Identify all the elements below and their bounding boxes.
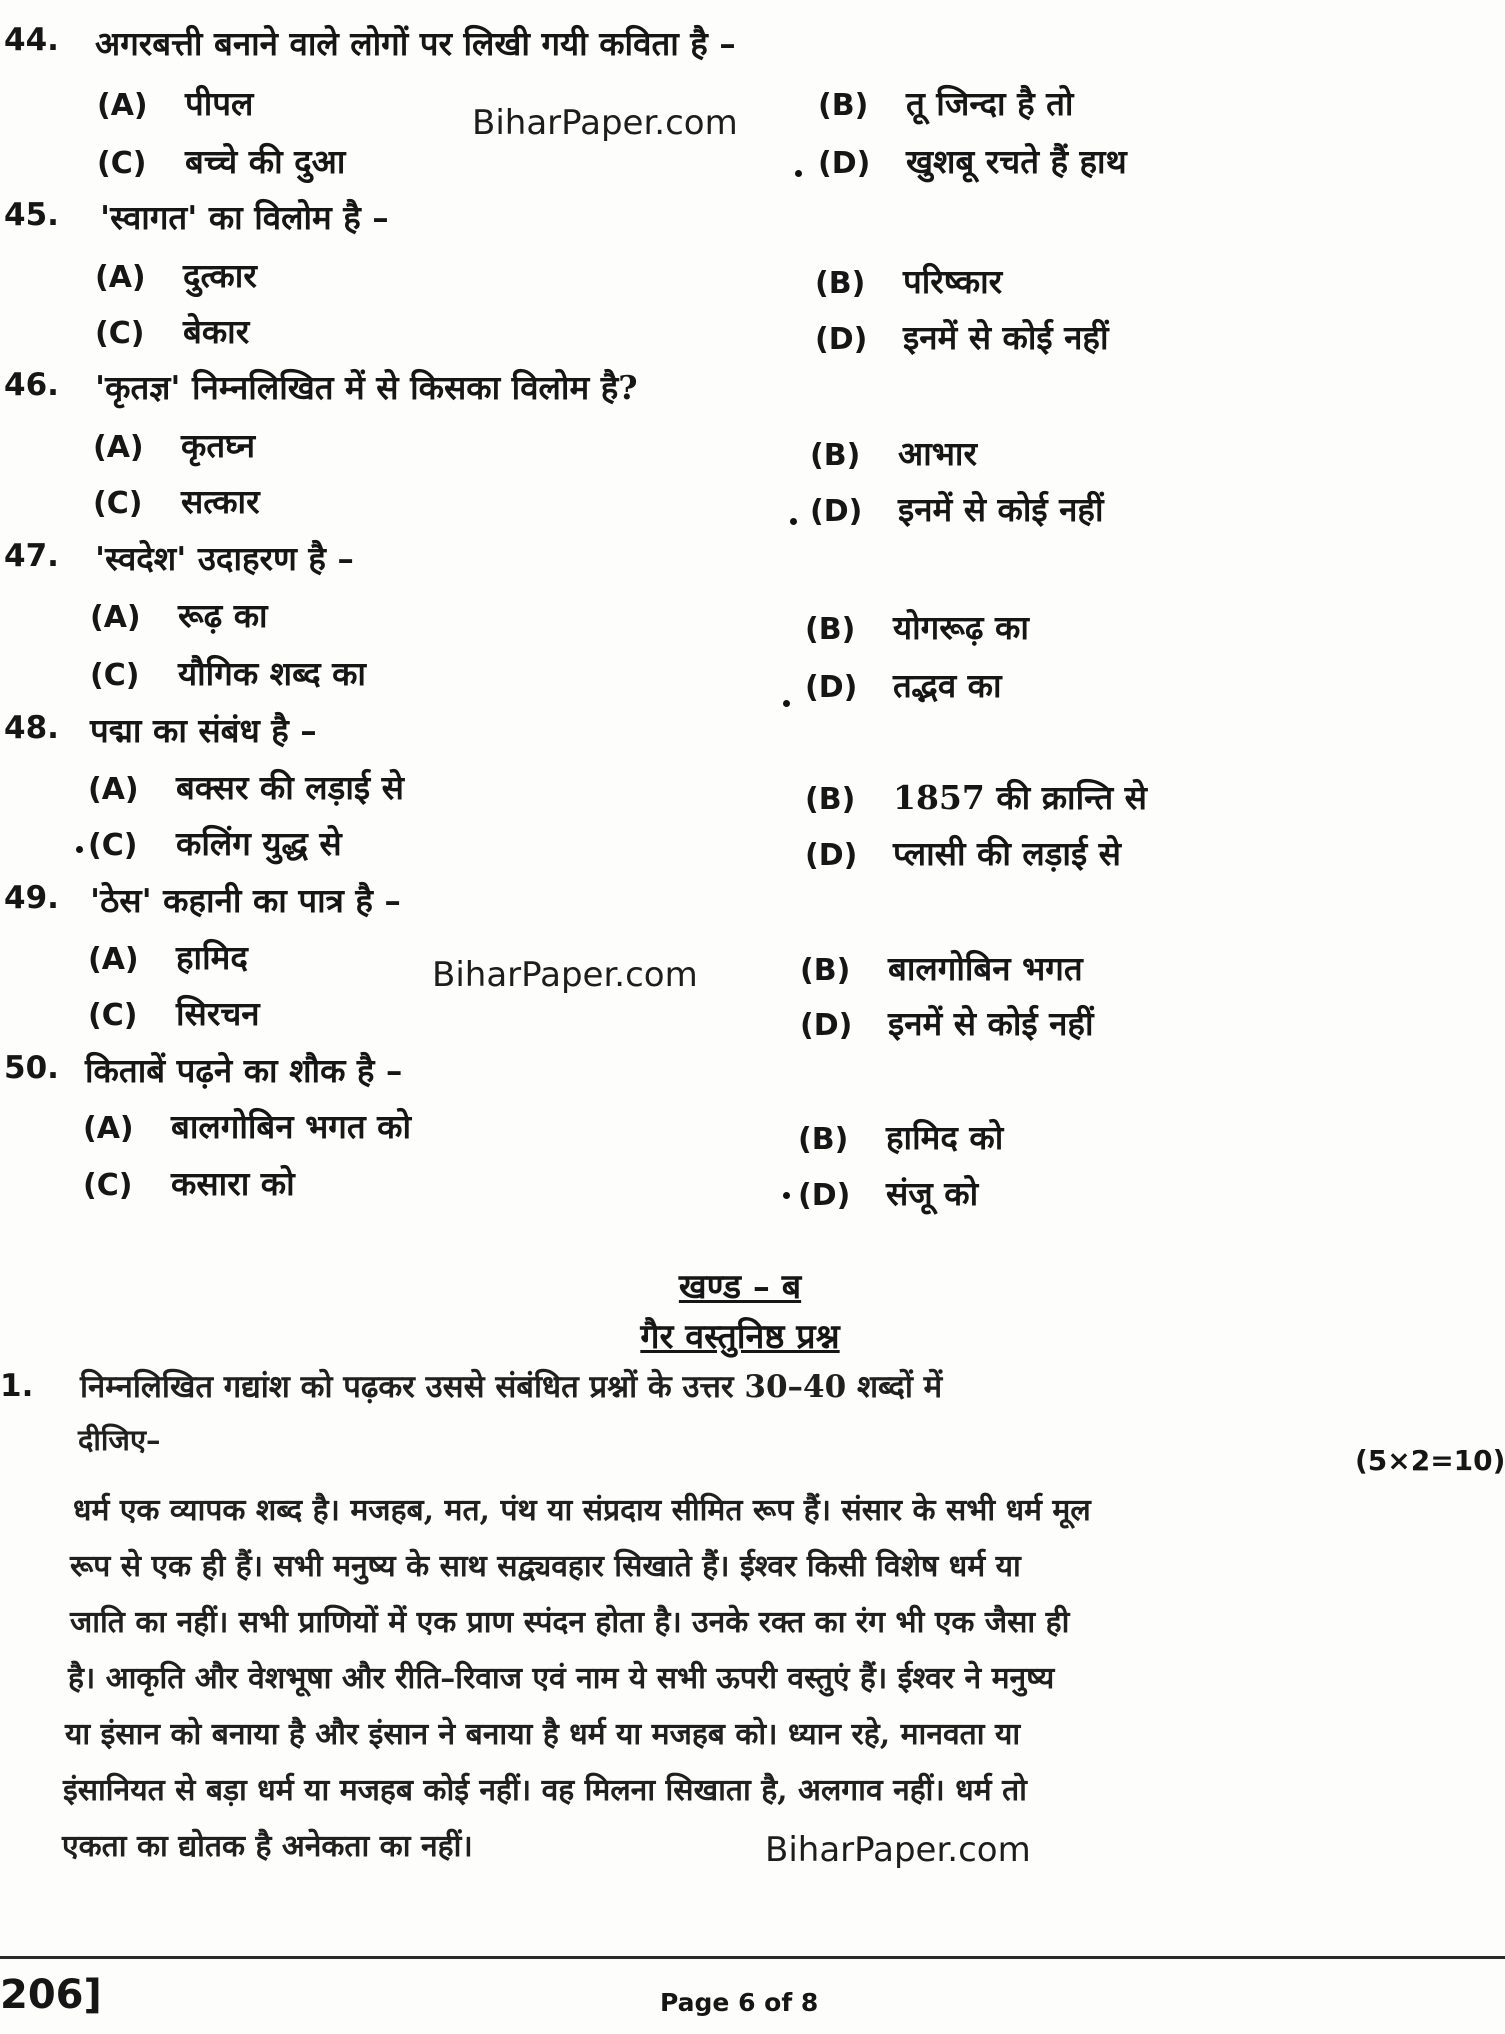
marks-allotted: (5×2=10) [1355,1444,1505,1477]
option-b: (B) परिष्कार [815,262,1003,301]
option-b: (B) तू जिन्दा है तो [818,84,1074,123]
option-d: (D) खुशबू रचते हैं हाथ [818,142,1127,181]
question-instruction: निम्नलिखित गद्यांश को पढ़कर उससे संबंधित प्रश्नों के उत्तर 30–40 शब्दों में [80,1369,943,1405]
option-c: (C) कलिंग युद्ध से [88,824,342,863]
option-b: (B) बालगोबिन भगत [800,949,1083,988]
option-d: (D) इनमें से कोई नहीं [800,1004,1094,1043]
option-a: (A) कृतघ्न [93,426,256,465]
passage-line: एकता का द्योतक है अनेकता का नहीं। [62,1829,473,1864]
question-text: 'स्वदेश' उदाहरण है – [95,539,354,578]
option-d: (D) प्लासी की लड़ाई से [805,834,1121,873]
answer-mark [783,700,790,707]
option-d: (D) संजू को [798,1174,979,1213]
question-instruction: दीजिए– [78,1423,161,1457]
watermark: BiharPaper.com [765,1830,1031,1870]
question-text: 'कृतज्ञ' निम्नलिखित में से किसका विलोम है? [95,368,638,407]
option-b: (B) हामिद को [798,1118,1004,1157]
option-d: (D) इनमें से कोई नहीं [815,318,1109,357]
question-number: 1. [0,1368,34,1404]
section-heading: खण्ड – ब [678,1267,802,1307]
passage-line: है। आकृति और वेशभूषा और रीति–रिवाज एवं नाम ये सभी ऊपरी वस्तुएं हैं। ईश्वर ने मनुष्य [68,1661,1055,1696]
question-text: अगरबत्ती बनाने वाले लोगों पर लिखी गयी कविता है – [95,24,736,63]
watermark: BiharPaper.com [432,955,698,995]
passage-line: रूप से एक ही हैं। सभी मनुष्य के साथ सद्व्यवहार सिखाते हैं। ईश्वर किसी विशेष धर्म या [70,1549,1021,1584]
paper-code: 206] [0,1972,102,2018]
option-c: (C) सत्कार [93,482,260,521]
option-b: (B) योगरूढ़ का [805,608,1029,647]
passage-line: या इंसान को बनाया है और इंसान ने बनाया है धर्म या मजहब को। ध्यान रहे, मानवता या [65,1717,1021,1752]
option-a: (A) बक्सर की लड़ाई से [88,768,404,807]
question-number: 45. [4,197,59,233]
option-a: (A) दुत्कार [95,256,257,295]
option-a: (A) पीपल [97,84,254,123]
question-number: 47. [4,538,59,574]
option-b: (B) आभार [810,434,977,473]
question-number: 50. [4,1050,59,1086]
option-a: (A) बालगोबिन भगत को [83,1107,412,1146]
passage-line: इंसानियत से बड़ा धर्म या मजहब कोई नहीं। वह मिलना सिखाता है, अलगाव नहीं। धर्म तो [63,1773,1027,1808]
option-c: (C) सिरचन [88,994,260,1033]
question-number: 48. [4,710,59,746]
answer-mark [795,170,802,177]
answer-mark [76,846,83,853]
option-a: (A) रूढ़ का [90,596,268,635]
answer-mark [783,1192,790,1199]
watermark: BiharPaper.com [472,103,738,143]
section-subheading: गैर वस्तुनिष्ठ प्रश्न [640,1317,840,1357]
answer-mark [790,518,797,525]
question-text: किताबें पढ़ने का शौक है – [85,1051,403,1090]
option-c: (C) यौगिक शब्द का [90,654,366,693]
passage-line: जाति का नहीं। सभी प्राणियों में एक प्राण स्पंदन होता है। उनके रक्त का रंग भी एक जैसा ही [70,1605,1070,1640]
passage-line: धर्म एक व्यापक शब्द है। मजहब, मत, पंथ या संप्रदाय सीमित रूप हैं। संसार के सभी धर्म मूल [73,1493,1091,1528]
option-c: (C) बच्चे की दुआ [97,142,346,181]
option-b: (B) 1857 की क्रान्ति से [805,778,1147,817]
question-text: पद्मा का संबंध है – [90,711,317,750]
question-number: 46. [4,367,59,403]
option-c: (C) बेकार [95,312,250,351]
option-d: (D) इनमें से कोई नहीं [810,490,1104,529]
question-text: 'ठेस' कहानी का पात्र है – [90,881,401,920]
footer-rule [0,1956,1505,1959]
question-number: 49. [4,880,59,916]
option-d: (D) तद्भव का [805,666,1002,705]
option-a: (A) हामिद [88,938,248,977]
question-text: 'स्वागत' का विलोम है – [100,198,389,237]
question-number: 44. [4,22,59,58]
page-number: Page 6 of 8 [660,1988,819,2017]
option-c: (C) कसारा को [83,1164,295,1203]
